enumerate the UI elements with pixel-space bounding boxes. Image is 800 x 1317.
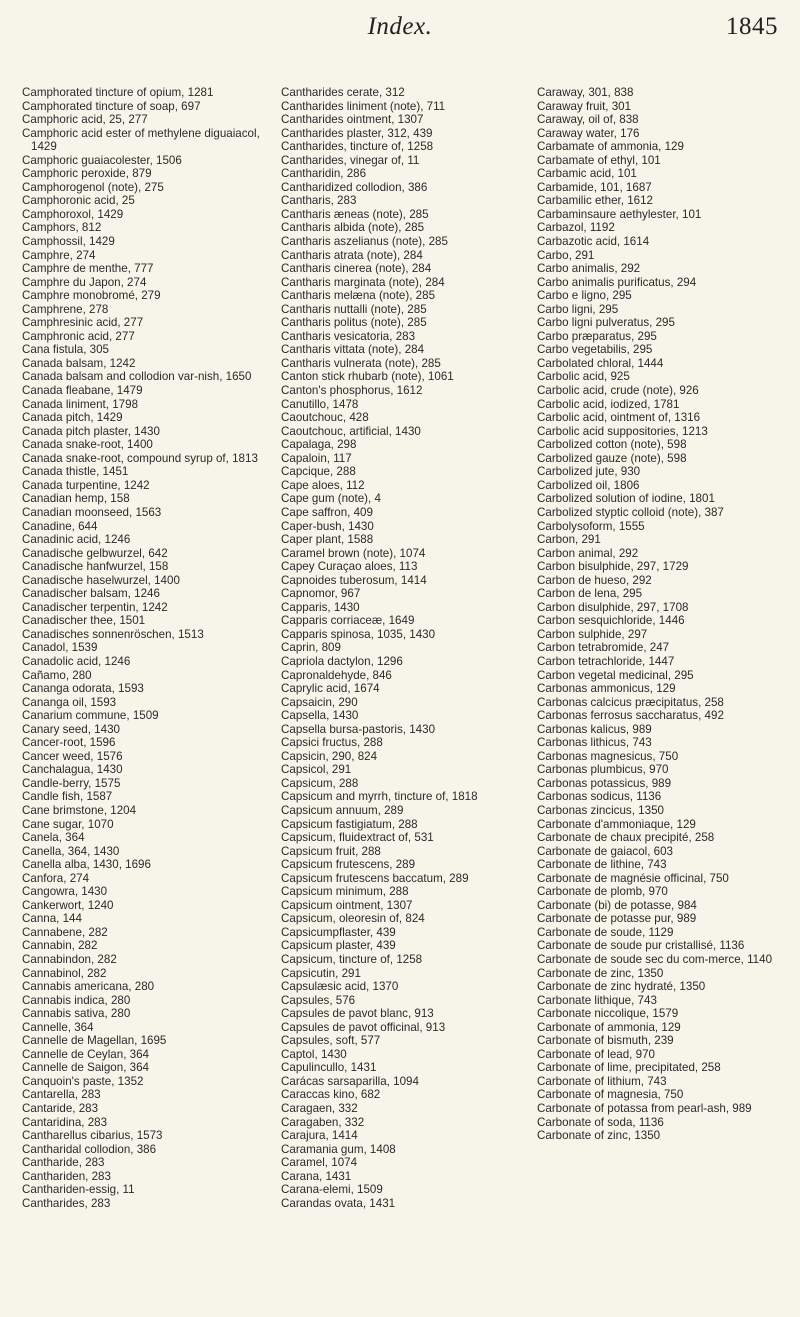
index-entry: Cannabindon, 282 xyxy=(22,953,117,966)
index-entry: Cancer-root, 1596 xyxy=(22,736,116,750)
index-entry: Capaloin, 117 xyxy=(281,451,352,465)
index-entry: Carana-elemi, 1509 xyxy=(281,1183,383,1197)
index-entry: Carbaminsaure aethylester, 101 xyxy=(537,207,702,221)
index-entry: Caprylic acid, 1674 xyxy=(281,682,380,696)
index-entry: Canary seed, 1430 xyxy=(22,722,120,736)
index-entry: Canfora, 274 xyxy=(22,871,90,885)
index-entry: Capsicumpflaster, 439 xyxy=(281,925,396,939)
index-entry: Carbonas potassicus, 989 xyxy=(537,776,672,790)
index-entry: Carbonas sodicus, 1136 xyxy=(537,790,662,804)
index-entry: Carbonas ferrosus saccharatus, 492 xyxy=(537,709,724,723)
index-entry: Camphoric peroxide, 879 xyxy=(22,167,152,181)
index-entry: Caoutchouc, 428 xyxy=(281,411,369,425)
index-entry: Capsulæsic acid, 1370 xyxy=(281,980,399,994)
index-entry: Capulincullo, 1431 xyxy=(281,1061,377,1075)
index-entry: Cannelle de Saigon, 364 xyxy=(22,1061,149,1075)
index-entry: Cantharis melæna (note), 285 xyxy=(281,289,436,303)
index-entry: Carbonas calcicus præcipitatus, 258 xyxy=(537,695,724,709)
index-entry: Carbon bisulphide, 297, 1729 xyxy=(537,560,689,574)
index-entry: Carbon sulphide, 297 xyxy=(537,627,648,641)
index-entry: Capsaicin, 290 xyxy=(281,695,358,709)
index-entry: Carbonate de zinc hydraté, 1350 xyxy=(537,980,706,994)
index-entry: Cananga oil, 1593 xyxy=(22,695,117,709)
index-entry: Canthariden-essig, 11 xyxy=(22,1183,135,1197)
index-entry: Canadol, 1539 xyxy=(22,641,98,655)
index-entry: Carbonate de soude sec du com-merce, 1140 xyxy=(537,953,773,966)
index-entry: Cane sugar, 1070 xyxy=(22,817,114,831)
index-entry: Capsicin, 290, 824 xyxy=(281,749,378,763)
index-entry: Camphorated tincture of opium, 1281 xyxy=(22,86,214,99)
index-entry: Carbon vegetal medicinal, 295 xyxy=(537,668,694,682)
index-entry: Capsicum, tincture of, 1258 xyxy=(281,953,423,966)
index-entry: Carbonas zincicus, 1350 xyxy=(537,803,664,817)
index-entry: Capsicum frutescens, 289 xyxy=(281,858,416,872)
index-entry: Camphre de menthe, 777 xyxy=(22,262,154,276)
index-entry: Carbonate de zinc, 1350 xyxy=(537,966,664,980)
index-entry: Capsicum, 288 xyxy=(281,776,359,790)
index-entry: Capsicum minimum, 288 xyxy=(281,885,409,899)
index-entry: Canela, 364 xyxy=(22,831,85,845)
index-entry: Cantharides cerate, 312 xyxy=(281,86,405,99)
index-entry: Canarium commune, 1509 xyxy=(22,709,159,723)
index-entry: Cantharis vesicatoria, 283 xyxy=(281,329,416,343)
index-entry: Cantharides, tincture of, 1258 xyxy=(281,140,434,154)
index-entry: Carbonas magnesicus, 750 xyxy=(537,749,679,763)
index-entry: Caramel, 1074 xyxy=(281,1156,358,1170)
index-entry: Carbo vegetabilis, 295 xyxy=(537,343,653,357)
index-entry: Canthariden, 283 xyxy=(22,1169,111,1183)
index-entry: Carbamate of ethyl, 101 xyxy=(537,153,661,167)
index-entry: Camphossil, 1429 xyxy=(22,235,115,249)
index-entry: Cantharis, 283 xyxy=(281,194,357,208)
index-entry: Caragaben, 332 xyxy=(281,1115,365,1129)
index-entry: Canadine, 644 xyxy=(22,519,98,533)
index-entry: Carbonas plumbicus, 970 xyxy=(537,763,669,777)
index-entry: Carbolized gauze (note), 598 xyxy=(537,451,687,465)
index-entry: Carbonate of zinc, 1350 xyxy=(537,1129,661,1143)
index-entry: Carbo ligni, 295 xyxy=(537,302,619,316)
index-entry: Capsella bursa-pastoris, 1430 xyxy=(281,722,436,736)
index-entry: Caramania gum, 1408 xyxy=(281,1142,396,1156)
index-entry: Cannabinol, 282 xyxy=(22,966,107,980)
index-entry: Canadian hemp, 158 xyxy=(22,492,130,506)
index-entry: Camphronic acid, 277 xyxy=(22,329,135,343)
index-entry: Capsicum annuum, 289 xyxy=(281,803,404,817)
index-entry: Carbon tetrachloride, 1447 xyxy=(537,654,675,668)
index-entry: Camphors, 812 xyxy=(22,221,102,235)
index-entry: Canada pitch, 1429 xyxy=(22,411,123,425)
index-entry: Carbonate de gaiacol, 603 xyxy=(537,844,674,858)
index-entry: Carbonate of lithium, 743 xyxy=(537,1074,667,1088)
index-entry: Carbon tetrabromide, 247 xyxy=(537,641,670,655)
index-entry: Cantharis vittata (note), 284 xyxy=(281,343,425,357)
index-entry: Cannabene, 282 xyxy=(22,925,108,939)
page-number: 1845 xyxy=(726,13,778,40)
index-entry: Cantharis cinerea (note), 284 xyxy=(281,262,432,276)
index-entry: Carbon, 291 xyxy=(537,533,601,547)
index-entry: Capriola dactylon, 1296 xyxy=(281,654,403,668)
index-entry: Cantaride, 283 xyxy=(22,1102,99,1116)
index-entry: Capparis corriaceæ, 1649 xyxy=(281,614,415,628)
index-entry: Cape saffron, 409 xyxy=(281,505,373,519)
index-entry: Carbonate (bi) de potasse, 984 xyxy=(537,898,697,912)
index-entry: Carbonate de soude, 1129 xyxy=(537,925,674,939)
index-entry: Cana fistula, 305 xyxy=(22,343,110,357)
index-entry: Canadinic acid, 1246 xyxy=(22,533,131,547)
index-entry: Caraway, 301, 838 xyxy=(537,86,634,99)
index-entry: Capsicum, fluidextract of, 531 xyxy=(281,831,434,845)
index-entry: Cantharidized collodion, 386 xyxy=(281,180,428,194)
index-entry: Carbonate of magnesia, 750 xyxy=(537,1088,684,1102)
index-entry: Carbolic acid, ointment of, 1316 xyxy=(537,411,701,425)
index-entry: Caoutchouc, artificial, 1430 xyxy=(281,424,421,438)
index-entry: Canadische haselwurzel, 1400 xyxy=(22,573,180,587)
index-entry: Capsicum ointment, 1307 xyxy=(281,898,413,912)
index-entry: Canadischer terpentin, 1242 xyxy=(22,600,168,614)
index-entry: Carbon disulphide, 297, 1708 xyxy=(537,600,689,614)
index-entry: Carbonate de lithine, 743 xyxy=(537,858,667,872)
index-entry: Carbamate of ammonia, 129 xyxy=(537,140,684,154)
index-entry: Camphre du Japon, 274 xyxy=(22,275,147,289)
index-entry: Camphresinic acid, 277 xyxy=(22,316,144,330)
index-entry: Carbonate de potasse pur, 989 xyxy=(537,912,697,926)
index-entry: Cannabis indica, 280 xyxy=(22,993,131,1007)
index-entry: Cananga odorata, 1593 xyxy=(22,682,144,696)
index-entry: Caraway water, 176 xyxy=(537,126,640,140)
index-entry: Capsicum, oleoresin of, 824 xyxy=(281,912,425,926)
index-entry: Capparis spinosa, 1035, 1430 xyxy=(281,627,436,641)
index-entry: Capronaldehyde, 846 xyxy=(281,668,392,682)
index-entry: Cantharides, vinegar of, 11 xyxy=(281,153,420,167)
index-entry: Carbonate de chaux precipité, 258 xyxy=(537,831,715,845)
index-entry: Cantharis æneas (note), 285 xyxy=(281,207,429,221)
index-entry: Camphre, 274 xyxy=(22,248,96,262)
index-entry: Capsules de pavot officinal, 913 xyxy=(281,1020,446,1034)
index-entry: Carbolized solution of iodine, 1801 xyxy=(537,492,715,506)
index-entry: Carbonate de soude pur cristallisé, 1136 xyxy=(537,939,745,953)
index-entry: Canadische hanfwurzel, 158 xyxy=(22,560,169,574)
index-entry: Carbolized styptic colloid (note), 387 xyxy=(537,505,724,519)
index-entry: Cantaridina, 283 xyxy=(22,1115,108,1129)
index-entry: Carbolysoform, 1555 xyxy=(537,519,645,533)
index-entry: Carbon de hueso, 292 xyxy=(537,573,652,587)
index-entry: Cape gum (note), 4 xyxy=(281,492,381,506)
index-entry: Canada liniment, 1798 xyxy=(22,397,139,411)
index-entry: Carbonate d'ammoniaque, 129 xyxy=(537,817,696,831)
index-entry: Carbolic acid, crude (note), 926 xyxy=(537,384,699,398)
index-entry: Cannabis americana, 280 xyxy=(22,980,155,994)
index-entry: Carbon sesquichloride, 1446 xyxy=(537,614,685,628)
index-entry: Carbolic acid, iodized, 1781 xyxy=(537,397,680,411)
index-entry: Carbo ligni pulveratus, 295 xyxy=(537,316,675,330)
index-entry: Carbazol, 1192 xyxy=(537,221,615,235)
index-entry: Caper plant, 1588 xyxy=(281,533,374,547)
index-entry: Cantharidal collodion, 386 xyxy=(22,1142,157,1156)
index-entry: Cantharis albida (note), 285 xyxy=(281,221,425,235)
index-entry: Camphrene, 278 xyxy=(22,302,109,316)
index-entry: Carbonate de magnésie officinal, 750 xyxy=(537,871,729,885)
index-entry: Cantharis vulnerata (note), 285 xyxy=(281,356,441,370)
index-entry: Cangowra, 1430 xyxy=(22,885,108,899)
index-entry: Caragaen, 332 xyxy=(281,1102,358,1116)
index-entry: Canella alba, 1430, 1696 xyxy=(22,858,151,872)
index-entry: Carbonas ammonicus, 129 xyxy=(537,682,676,696)
index-entry: Cantharis politus (note), 285 xyxy=(281,316,427,330)
index-entry: Carbolized oil, 1806 xyxy=(537,478,640,492)
index-entry: Capsicol, 291 xyxy=(281,763,352,777)
index-entry: Carbonate of soda, 1136 xyxy=(537,1115,664,1129)
running-title: Index. xyxy=(367,13,433,40)
index-entry: Captol, 1430 xyxy=(281,1047,347,1061)
index-entry: Capalaga, 298 xyxy=(281,438,357,452)
index-entry: Cantharis nuttalli (note), 285 xyxy=(281,302,427,316)
index-entry: Cantharides liniment (note), 711 xyxy=(281,99,446,113)
index-entry: Camphoroxol, 1429 xyxy=(22,207,124,221)
index-entry: Capparis, 1430 xyxy=(281,600,360,614)
index-entry: Carbonate lithique, 743 xyxy=(537,993,657,1007)
index-entry: Cankerwort, 1240 xyxy=(22,898,114,912)
index-entry: Cannabin, 282 xyxy=(22,939,98,953)
index-entry: Carbo præparatus, 295 xyxy=(537,329,657,343)
index-entry: Canadisches sonnenröschen, 1513 xyxy=(22,627,204,641)
index-entry: Canadischer thee, 1501 xyxy=(22,614,146,628)
index-entry: Caper-bush, 1430 xyxy=(281,519,374,533)
index-entry: Carbonate of ammonia, 129 xyxy=(537,1020,681,1034)
index-entry: Canadolic acid, 1246 xyxy=(22,654,131,668)
index-entry: Capsules, soft, 577 xyxy=(281,1034,381,1048)
index-entry: Caraccas kino, 682 xyxy=(281,1088,381,1102)
index-entry: Capsules de pavot blanc, 913 xyxy=(281,1007,434,1021)
index-entry: Candle-berry, 1575 xyxy=(22,776,121,790)
index-entry: Capey Curaçao aloes, 113 xyxy=(281,560,418,574)
index-entry: Cannabis sativa, 280 xyxy=(22,1007,131,1021)
index-entry: Camphorogenol (note), 275 xyxy=(22,180,164,194)
index-entry: Carbo animalis purificatus, 294 xyxy=(537,275,697,289)
index-entry: Carbon de lena, 295 xyxy=(537,587,643,601)
index-column-3 xyxy=(537,86,787,1143)
index-entry: Cantharide, 283 xyxy=(22,1156,105,1170)
index-entry: Carana, 1431 xyxy=(281,1169,352,1183)
index-entry: Carbonate of potassa from pearl-ash, 989 xyxy=(537,1102,752,1116)
index-entry: Cane brimstone, 1204 xyxy=(22,803,137,817)
index-entry: Carbon animal, 292 xyxy=(537,546,639,560)
index-entry: Camphoric acid, 25, 277 xyxy=(22,113,148,127)
index-entry: Caraway fruit, 301 xyxy=(537,99,632,113)
index-entry: Capsici fructus, 288 xyxy=(281,736,383,750)
index-entry: Canadischer balsam, 1246 xyxy=(22,587,160,601)
index-entry: Canquoin's paste, 1352 xyxy=(22,1074,144,1088)
index-entry: Canada fleabane, 1479 xyxy=(22,384,143,398)
index-entry: Carbonas kalicus, 989 xyxy=(537,722,652,736)
index-entry: Cantharides, 283 xyxy=(22,1196,111,1210)
index-entry: Carbonate de plomb, 970 xyxy=(537,885,668,899)
index-column-1 xyxy=(22,86,268,1210)
index-entry: Capcique, 288 xyxy=(281,465,356,479)
index-entry: Capsella, 1430 xyxy=(281,709,359,723)
index-column-2 xyxy=(281,86,523,1210)
index-entry: Carbonate of lime, precipitated, 258 xyxy=(537,1061,721,1075)
index-entry: Carbolic acid suppositories, 1213 xyxy=(537,424,708,438)
index-entry: Canella, 364, 1430 xyxy=(22,844,120,858)
index-entry: Capsicum fruit, 288 xyxy=(281,844,381,858)
index-entry: Cancer weed, 1576 xyxy=(22,749,123,763)
index-entry: Cañamo, 280 xyxy=(22,668,92,682)
index-entry: Caramel brown (note), 1074 xyxy=(281,546,426,560)
index-entry: Canadische gelbwurzel, 642 xyxy=(22,546,168,560)
index-entry: Canada balsam, 1242 xyxy=(22,356,136,370)
index-entry: Carandas ovata, 1431 xyxy=(281,1196,396,1210)
index-entry: Carbo e ligno, 295 xyxy=(537,289,632,303)
index-entry: Canna, 144 xyxy=(22,912,82,926)
index-entry: Carbolic acid, 925 xyxy=(537,370,630,384)
index-entry: Cannelle, 364 xyxy=(22,1020,94,1034)
index-entry: Camphoric guaiacolester, 1506 xyxy=(22,153,182,167)
index-entry: Carbonate of bismuth, 239 xyxy=(537,1034,674,1048)
index-entry: Cantharellus cibarius, 1573 xyxy=(22,1129,163,1143)
index-entry: Capsicum plaster, 439 xyxy=(281,939,396,953)
index-entry: Carácas sarsaparilla, 1094 xyxy=(281,1074,419,1088)
index-entry: Carbonas lithicus, 743 xyxy=(537,736,652,750)
index-entry: Camphre monobromé, 279 xyxy=(22,289,161,303)
index-entry: Cantharis aszelianus (note), 285 xyxy=(281,235,448,249)
index-entry: Cape aloes, 112 xyxy=(281,478,365,492)
index-entry: Canada balsam and collodion var-nish, 1650 xyxy=(22,370,252,384)
index-entry: Cantharides ointment, 1307 xyxy=(281,113,424,127)
index-entry: Capsicum fastigiatum, 288 xyxy=(281,817,418,831)
index-entry: Camphoronic acid, 25 xyxy=(22,194,135,208)
index-entry: Canton stick rhubarb (note), 1061 xyxy=(281,370,454,384)
index-entry: Carbolized cotton (note), 598 xyxy=(537,438,687,452)
index-entry: Cantharis marginata (note), 284 xyxy=(281,275,445,289)
index-entry: Cannelle de Ceylan, 364 xyxy=(22,1047,149,1061)
index-entry: Carbo, 291 xyxy=(537,248,595,262)
index-entry: Cantharidin, 286 xyxy=(281,167,367,181)
index-entry: Carbazotic acid, 1614 xyxy=(537,235,650,249)
index-entry: Canchalagua, 1430 xyxy=(22,763,123,777)
index-entry: Cantharis atrata (note), 284 xyxy=(281,248,423,262)
index-entry: Caraway, oil of, 838 xyxy=(537,113,639,127)
index-entry: Capsicum and myrrh, tincture of, 1818 xyxy=(281,790,478,804)
index-entry: Caprin, 809 xyxy=(281,641,341,655)
index-entry: Candle fish, 1587 xyxy=(22,790,113,804)
index-entry: Carbamide, 101, 1687 xyxy=(537,180,652,194)
index-entry: Carbolated chloral, 1444 xyxy=(537,356,664,370)
index-entry: Canada turpentine, 1242 xyxy=(22,478,150,492)
index-entry: Carbamilic ether, 1612 xyxy=(537,194,653,208)
index-entry: Canutillo, 1478 xyxy=(281,397,359,411)
index-entry: Carbonate of lead, 970 xyxy=(537,1047,655,1061)
index-entry: Carajura, 1414 xyxy=(281,1129,358,1143)
index-entry: Carbo animalis, 292 xyxy=(537,262,641,276)
index-entry: Canadian moonseed, 1563 xyxy=(22,505,162,519)
index-entry: Capnomor, 967 xyxy=(281,587,361,601)
index-entry: Canada thistle, 1451 xyxy=(22,465,129,479)
index-entry: Carbonate niccolique, 1579 xyxy=(537,1007,679,1021)
index-entry: Cannelle de Magellan, 1695 xyxy=(22,1034,167,1048)
index-entry: Canada snake-root, compound syrup of, 1813 xyxy=(22,451,258,465)
page-header xyxy=(0,0,800,70)
index-entry: Cantharides plaster, 312, 439 xyxy=(281,126,433,140)
index-entry: Camphorated tincture of soap, 697 xyxy=(22,99,201,113)
index-entry: Camphoric acid ester of methylene diguaiacol, 1429 xyxy=(22,126,260,154)
index-entry: Capsules, 576 xyxy=(281,993,356,1007)
index-entry: Carbolized jute, 930 xyxy=(537,465,641,479)
index-entry: Capsicum frutescens baccatum, 289 xyxy=(281,871,469,885)
index-entry: Capsicutin, 291 xyxy=(281,966,361,980)
index-entry: Canada snake-root, 1400 xyxy=(22,438,153,452)
index-entry: Canada pitch plaster, 1430 xyxy=(22,424,160,438)
index-entry: Cantarella, 283 xyxy=(22,1088,101,1102)
index-entry: Capnoides tuberosum, 1414 xyxy=(281,573,427,587)
index-entry: Canton's phosphorus, 1612 xyxy=(281,384,423,398)
index-entry: Carbamic acid, 101 xyxy=(537,167,637,181)
